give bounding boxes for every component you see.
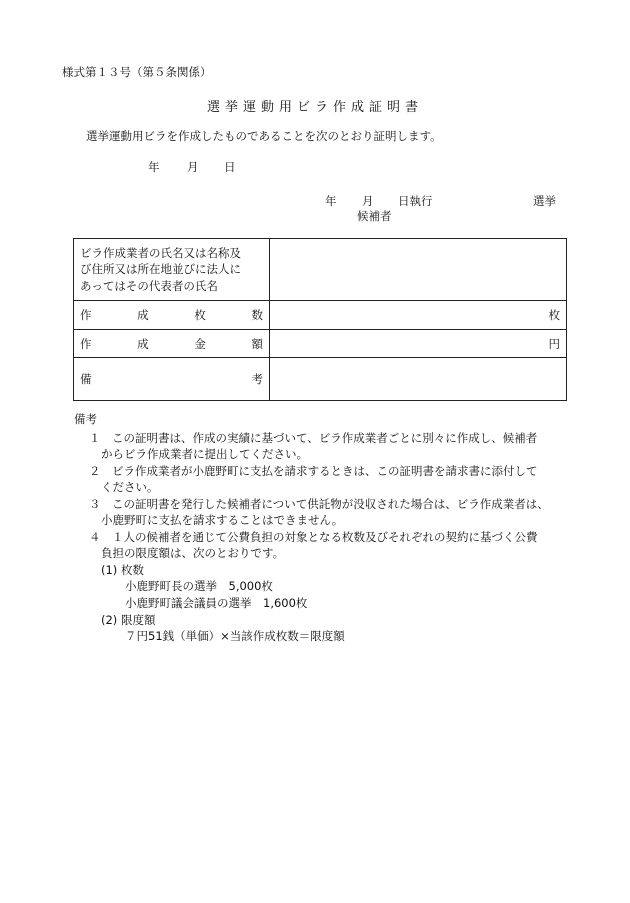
label-char: 備 — [80, 372, 92, 386]
note-line: ください。 — [101, 480, 159, 494]
sheet-count-label-cell — [74, 301, 270, 330]
note-line: ４ １人の候補者を通じて公費負担の対象となる枚数及びそれぞれの契約に基づく公費 — [89, 530, 538, 544]
contractor-label-line: あってはその代表者の氏名 — [80, 278, 218, 293]
date-year-label: 年 — [148, 160, 160, 174]
note-line: 小鹿野町議会議員の選挙 1,600枚 — [125, 596, 308, 610]
certificate-table — [73, 238, 567, 401]
label-char: 枚 — [194, 308, 206, 322]
note-line: 負担の限度額は、次のとおりです。 — [101, 546, 285, 560]
note-line: １ この証明書は、作成の実績に基づいて、ビラ作成業者ごとに別々に作成し、候補者 — [89, 431, 538, 445]
label-char: 作 — [80, 308, 92, 322]
note-line: 小鹿野町に支払を請求することはできません。 — [101, 513, 344, 527]
table-row-contractor — [74, 239, 567, 301]
label-char: 成 — [137, 336, 149, 351]
note-line: からビラ作成業者に提出してください。 — [101, 447, 308, 461]
note-line: ７円51銭（単価）×当該作成枚数＝限度額 — [125, 629, 345, 643]
date-day-label: 日 — [224, 160, 236, 174]
notes-heading: 備考 — [74, 412, 97, 426]
label-char: 数 — [251, 308, 263, 322]
table-row-amount — [74, 330, 567, 358]
contractor-label-line: ビラ作成業者の氏名又は名称及 — [80, 245, 241, 260]
note-line: (1) 枚数 — [101, 563, 144, 577]
document-title: 選挙運動用ビラ作成証明書 — [206, 100, 423, 115]
amount-label-cell — [74, 330, 270, 358]
candidate-label: 候補者 — [357, 209, 392, 223]
amount-value-cell[interactable] — [270, 330, 567, 358]
contractor-label-line: び住所又は所在地並びに法人に — [80, 262, 241, 277]
date-month-label: 月 — [187, 160, 199, 174]
note-line: ２ ビラ作成業者が小鹿野町に支払を請求するときは、この証明書を請求書に添付して — [89, 464, 538, 478]
label-char: 考 — [251, 372, 263, 386]
contractor-label-cell — [74, 239, 270, 301]
label-char: 成 — [137, 308, 149, 322]
table-row-sheet-count — [74, 301, 567, 330]
election-month-label: 月 — [362, 194, 374, 208]
table-row-remarks — [74, 358, 567, 401]
remarks-value-cell[interactable] — [270, 358, 567, 401]
election-execution-day-label: 日執行 — [398, 194, 433, 208]
election-label: 選挙 — [533, 194, 556, 208]
note-line: (2) 限度額 — [101, 613, 156, 627]
sheet-unit: 枚 — [548, 308, 560, 322]
label-char: 金 — [194, 336, 206, 351]
contractor-value-cell[interactable] — [270, 239, 567, 301]
label-char: 作 — [80, 336, 92, 351]
sheet-count-value-cell[interactable] — [270, 301, 567, 330]
yen-unit: 円 — [548, 336, 560, 351]
note-line: ３ この証明書を発行した候補者について供託物が没収された場合は、ビラ作成業者は、 — [89, 497, 549, 511]
certification-statement: 選挙運動用ビラを作成したものであることを次のとおり証明します。 — [86, 129, 442, 143]
label-char: 額 — [251, 336, 263, 351]
form-number: 様式第１３号（第５条関係） — [62, 65, 212, 79]
election-year-label: 年 — [325, 194, 337, 208]
note-line: 小鹿野町長の選挙 5,000枚 — [125, 579, 273, 593]
remarks-label-cell — [74, 358, 270, 401]
